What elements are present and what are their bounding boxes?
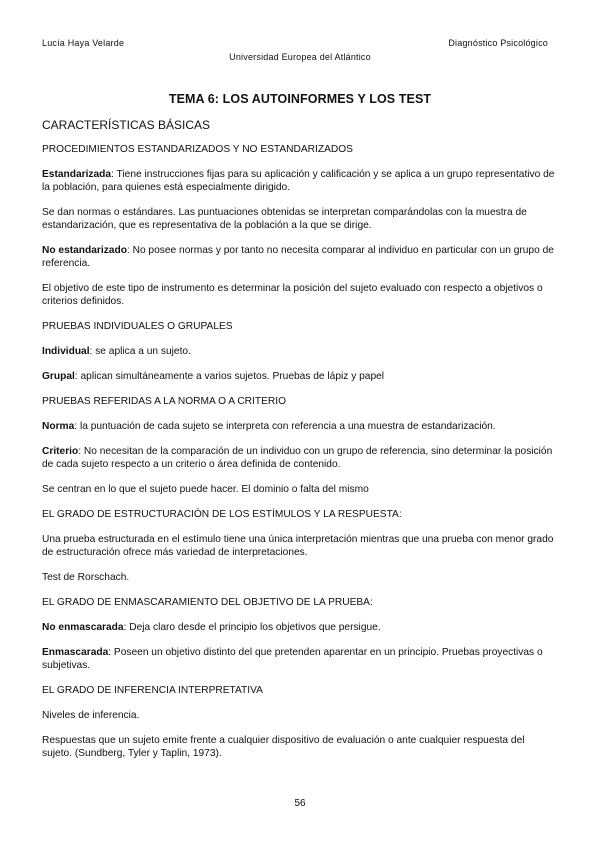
subheading-estructuracion: EL GRADO DE ESTRUCTURACIÓN DE LOS ESTÍMULOS Y LA RESPUESTA:	[42, 509, 402, 520]
paragraph-dominio: Se centran en lo que el sujeto puede hacer. El dominio o falta del mismo	[42, 484, 369, 495]
paragraph-respuestas: Respuestas que un sujeto emite frente a cualquier dispositivo de evaluación o ante cualquier respuesta del sujeto. (Sundberg, Tyler y Taplin, 1973).	[42, 735, 525, 759]
term-norma: Norma	[42, 421, 75, 432]
page-number: 56	[294, 798, 306, 809]
paragraph-objetivo: El objetivo de este tipo de instrumento es determinar la posición del sujeto evaluado con respecto a objetivos o criterios definidos.	[42, 283, 543, 307]
subheading-individuales: PRUEBAS INDIVIDUALES O GRUPALES	[42, 321, 233, 332]
paragraph-estandarizada	[42, 168, 557, 194]
term-no-estandarizado: No estandarizado	[42, 245, 127, 256]
paragraph-individual	[42, 345, 557, 358]
text-estandarizada: : Tiene instrucciones fijas para su aplicación y calificación y se aplica a un grupo representativo de la población, para quienes está especialmente dirigido.	[42, 169, 555, 193]
section-title: CARACTERÍSTICAS BÁSICAS	[42, 118, 211, 132]
paragraph-no-estandarizado	[42, 244, 557, 270]
paragraph-normas: Se dan normas o estándares. Las puntuaciones obtenidas se interpretan comparándolas con la muestra de estandarización, que es representativa de la población a la que se dirige.	[42, 207, 527, 231]
term-criterio: Criterio	[42, 446, 79, 457]
paragraph-norma	[42, 420, 557, 433]
paragraph-enmascarada	[42, 646, 557, 672]
term-individual: Individual	[42, 346, 90, 357]
paragraph-estructurada: Una prueba estructurada en el estímulo tiene una única interpretación mientras que una prueba con menor grado de estructuración ofrece más variedad de interpretaciones.	[42, 534, 554, 558]
header-author: Lucía Haya Velarde	[42, 38, 125, 48]
text-norma: : la puntuación de cada sujeto se interpreta con referencia a una muestra de estandarización.	[74, 421, 496, 432]
subheading-norma-criterio: PRUEBAS REFERIDAS A LA NORMA O A CRITERIO	[42, 396, 286, 407]
term-enmascarada: Enmascarada	[42, 647, 109, 658]
paragraph-niveles: Niveles de inferencia.	[42, 710, 140, 721]
paragraph-grupal	[42, 370, 557, 383]
term-no-enmascarada: No enmascarada	[42, 622, 124, 633]
subheading-inferencia: EL GRADO DE INFERENCIA INTERPRETATIVA	[42, 685, 263, 696]
header-university: Universidad Europea del Atlántico	[229, 52, 371, 62]
paragraph-rorschach: Test de Rorschach.	[42, 572, 130, 583]
term-grupal: Grupal	[42, 371, 75, 382]
term-estandarizada: Estandarizada	[42, 169, 112, 180]
text-enmascarada: : Poseen un objetivo distinto del que pretenden aparentar en un principio. Pruebas proyectivas o subjetivas.	[42, 647, 543, 671]
text-criterio: : No necesitan de la comparación de un individuo con un grupo de referencia, sino determinar la posición de cada sujeto respecto a un criterio o área definida de contenido.	[42, 446, 553, 470]
header-subject: Diagnóstico Psicológico	[448, 38, 548, 48]
page-title: TEMA 6: LOS AUTOINFORMES Y LOS TEST	[168, 92, 432, 106]
text-individual: : se aplica a un sujeto.	[89, 346, 191, 357]
paragraph-no-enmascarada	[42, 621, 557, 634]
text-grupal: : aplican simultáneamente a varios sujetos. Pruebas de lápiz y papel	[74, 371, 385, 382]
subheading-enmascaramiento: EL GRADO DE ENMASCARAMIENTO DEL OBJETIVO DE LA PRUEBA:	[42, 597, 373, 608]
document-body	[42, 118, 557, 772]
text-no-enmascarada: : Deja claro desde el principio los objetivos que persigue.	[123, 622, 381, 633]
paragraph-criterio	[42, 445, 557, 471]
subheading-estandarizados: PROCEDIMIENTOS ESTANDARIZADOS Y NO ESTANDARIZADOS	[42, 144, 353, 155]
text-no-estandarizado: : No posee normas y por tanto no necesita comparar al individuo en particular con un grupo de referencia.	[42, 245, 554, 269]
